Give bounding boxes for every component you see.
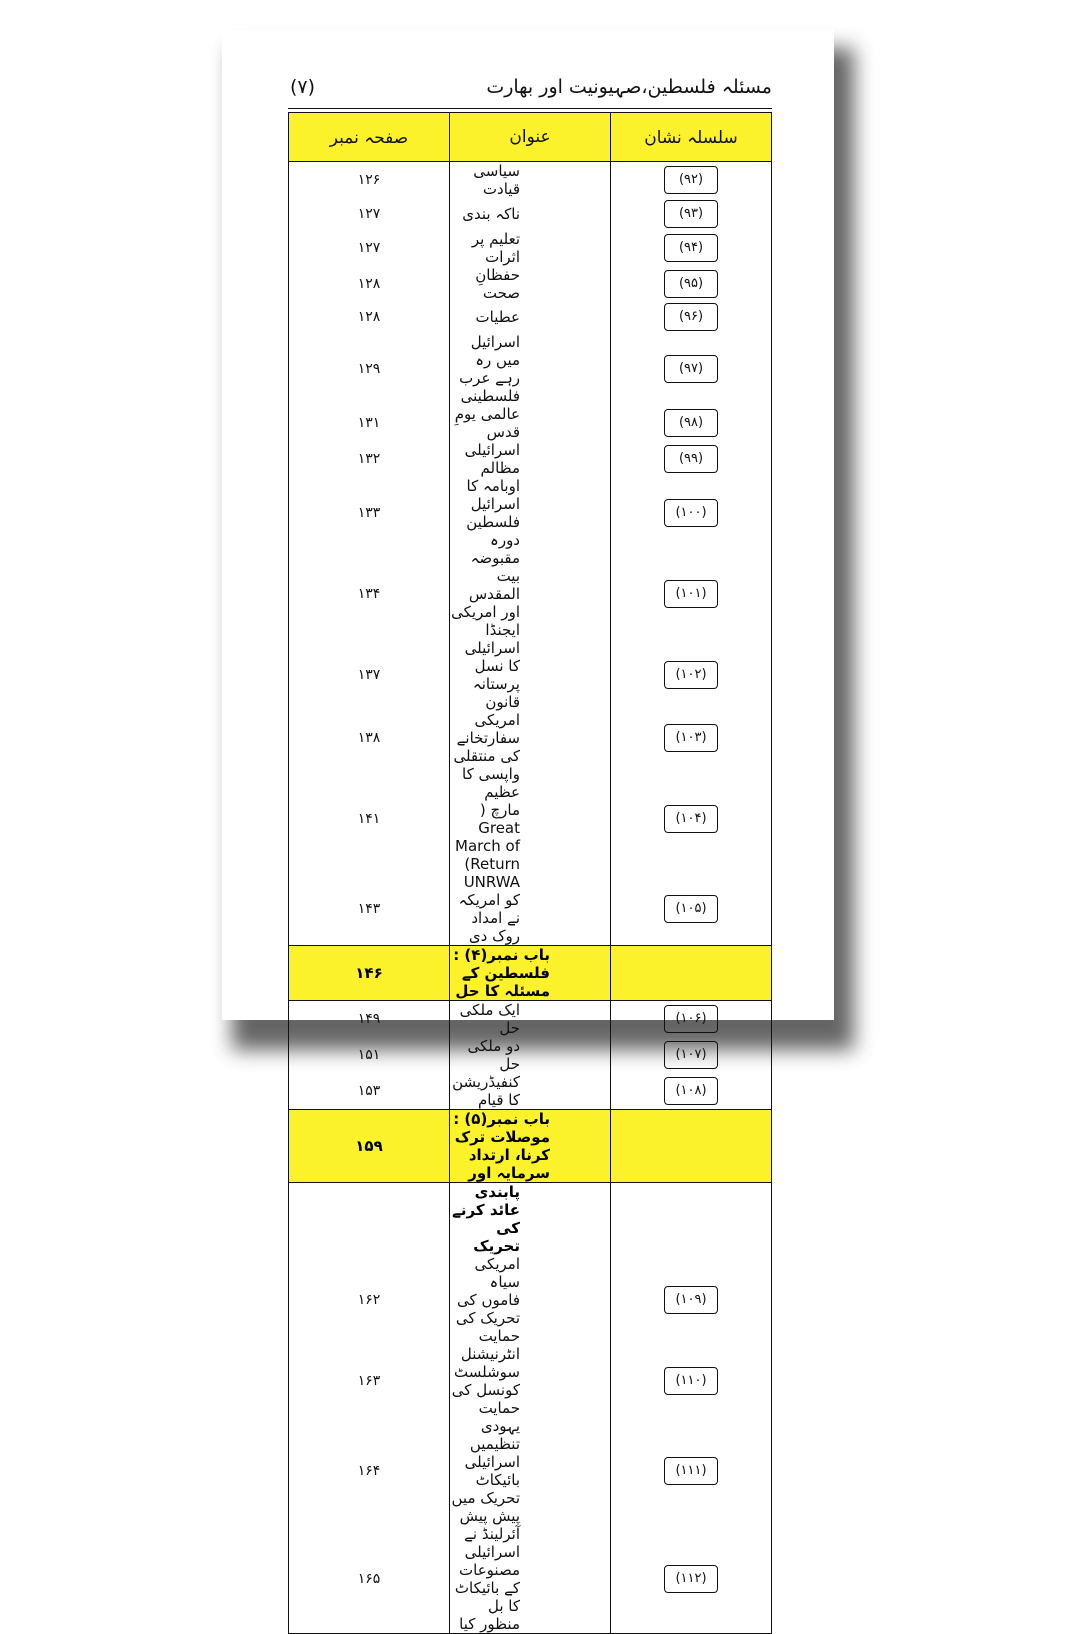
page-number: (۷)	[290, 76, 316, 98]
entry-title: ایک ملکی حل	[450, 1001, 611, 1038]
entry-page: ۱۴۳	[289, 873, 450, 946]
entry-title: عطیات	[450, 302, 611, 334]
entry-page: ۱۳۲	[289, 441, 450, 477]
toc-row	[289, 333, 772, 405]
entry-page: ۱۴۹	[289, 1001, 450, 1038]
serial-cell	[611, 441, 772, 477]
serial-cell	[611, 873, 772, 946]
entry-title: امریکی سیاہ فاموں کی تحریک کی حمایت	[450, 1255, 611, 1345]
serial-number: (۱۰۴)	[664, 805, 718, 833]
toc-row	[289, 639, 772, 711]
entry-page: ۱۳۴	[289, 549, 450, 639]
serial-cell	[611, 1037, 772, 1073]
entry-title: دو ملکی حل	[450, 1037, 611, 1073]
serial-number: (۹۳)	[664, 200, 718, 228]
entry-title: حفظانِ صحت	[450, 266, 611, 302]
serial-cell	[611, 266, 772, 302]
entry-title: امریکی سفارتخانے کی منتقلی	[450, 711, 611, 765]
entry-title: یہودی تنظیمیں اسرائیلی بائیکاٹ تحریک میں پیش پیش	[450, 1417, 611, 1525]
serial-number: (۹۷)	[664, 355, 718, 383]
serial-number: (۹۹)	[664, 445, 718, 473]
entry-page: ۱۲۹	[289, 333, 450, 405]
serial-cell	[611, 405, 772, 441]
chapter-page: ۱۴۶	[289, 946, 450, 1001]
serial-number: (۹۲)	[664, 166, 718, 194]
serial-cell	[611, 639, 772, 711]
running-head	[282, 76, 778, 106]
toc-row	[289, 711, 772, 765]
entry-title: مقبوضہ بیت المقدس اور امریکی ایجنڈا	[450, 549, 611, 639]
entry-title: تعلیم پر اثرات	[450, 230, 611, 266]
entry-title: عالمی یومِ قدس	[450, 405, 611, 441]
toc-row	[289, 873, 772, 946]
entry-title: آئرلینڈ نے اسرائیلی مصنوعات کے بائیکاٹ کا بل منظور کیا	[450, 1525, 611, 1634]
serial-number: (۹۴)	[664, 234, 718, 262]
empty-cell	[289, 1183, 450, 1256]
serial-number: (۱۱۰)	[664, 1367, 718, 1395]
serial-cell	[611, 1255, 772, 1345]
book-page	[222, 30, 834, 1634]
serial-cell	[611, 1525, 772, 1634]
entry-title: سیاسی قیادت	[450, 162, 611, 199]
entry-page: ۱۲۷	[289, 198, 450, 230]
entry-title: انٹرنیشنل سوشلسٹ کونسل کی حمایت	[450, 1345, 611, 1417]
toc-row	[289, 1073, 772, 1110]
serial-cell	[611, 198, 772, 230]
column-header-serial: سلسلہ نشان	[611, 113, 772, 162]
entry-title: اوبامہ کا اسرائیل فلسطین دورہ	[450, 477, 611, 549]
table-header-row	[289, 113, 772, 162]
serial-number: (۱۰۷)	[664, 1041, 718, 1069]
header-rule	[288, 108, 772, 109]
toc-row	[289, 1255, 772, 1345]
toc-row	[289, 765, 772, 873]
entries-group-c	[289, 1255, 772, 1634]
entry-page: ۱۶۲	[289, 1255, 450, 1345]
chapter-page: ۱۵۹	[289, 1110, 450, 1183]
entry-page: ۱۲۶	[289, 162, 450, 199]
serial-number: (۱۰۰)	[664, 499, 718, 527]
chapter-title: باب نمبر(۵) : موصلات ترک کرنا، ارتداد سرمایہ اور	[450, 1110, 611, 1183]
serial-number: (۱۱۱)	[664, 1457, 718, 1485]
serial-cell	[611, 302, 772, 334]
toc-row	[289, 1037, 772, 1073]
chapter-heading-continuation	[289, 1183, 772, 1256]
serial-number: (۹۸)	[664, 409, 718, 437]
entry-title: ناکہ بندی	[450, 198, 611, 230]
serial-number: (۱۰۸)	[664, 1077, 718, 1105]
serial-cell	[611, 1001, 772, 1038]
serial-number: (۱۰۶)	[664, 1005, 718, 1033]
column-header-page: صفحہ نمبر	[289, 113, 450, 162]
toc-row	[289, 1001, 772, 1038]
entry-title: کنفیڈریشن کا قیام	[450, 1073, 611, 1110]
entry-page: ۱۵۳	[289, 1073, 450, 1110]
serial-cell	[611, 711, 772, 765]
entry-title: اسرائیلی مظالم	[450, 441, 611, 477]
serial-number: (۱۰۲)	[664, 661, 718, 689]
toc-row	[289, 1345, 772, 1417]
entry-page: ۱۲۸	[289, 302, 450, 334]
serial-number: (۱۰۹)	[664, 1286, 718, 1314]
chapter-title: باب نمبر(۴) : فلسطین کے مسئلہ کا حل	[450, 946, 611, 1001]
empty-cell	[611, 1183, 772, 1256]
entry-title: واپسی کا عظیم مارچ ( Great March of Return)	[450, 765, 611, 873]
entry-page: ۱۵۱	[289, 1037, 450, 1073]
entry-page: ۱۳۸	[289, 711, 450, 765]
serial-number: (۱۰۳)	[664, 724, 718, 752]
serial-cell	[611, 477, 772, 549]
serial-number: (۹۶)	[664, 303, 718, 331]
chapter-heading-4	[289, 946, 772, 1001]
entry-page: ۱۳۳	[289, 477, 450, 549]
toc-row	[289, 477, 772, 549]
serial-cell	[611, 333, 772, 405]
serial-cell	[611, 549, 772, 639]
serial-cell	[611, 765, 772, 873]
contents-table	[288, 112, 772, 1634]
running-head-title: مسئلہ فلسطین،صہیونیت اور بھارت	[486, 76, 772, 98]
chapter-title-continuation: پابندی عائد کرنے کی تحریک	[450, 1183, 611, 1256]
entries-group-b	[289, 1001, 772, 1110]
toc-row	[289, 1525, 772, 1634]
toc-row	[289, 266, 772, 302]
serial-number: (۱۰۵)	[664, 895, 718, 923]
entry-page: ۱۴۱	[289, 765, 450, 873]
toc-row	[289, 162, 772, 199]
entry-page: ۱۶۵	[289, 1525, 450, 1634]
serial-cell	[611, 1345, 772, 1417]
column-header-title: عنوان	[450, 113, 611, 162]
toc-row	[289, 405, 772, 441]
serial-cell	[611, 1417, 772, 1525]
toc-row	[289, 1417, 772, 1525]
entry-title: اسرائیلی کا نسل پرستانہ قانون	[450, 639, 611, 711]
serial-cell	[611, 1073, 772, 1110]
toc-row	[289, 198, 772, 230]
entry-title: UNRWA کو امریکہ نے امداد روک دی	[450, 873, 611, 946]
entry-page: ۱۲۸	[289, 266, 450, 302]
entries-group-a	[289, 162, 772, 946]
entry-title: اسرائیل میں رہ رہے عرب فلسطینی	[450, 333, 611, 405]
serial-cell	[611, 230, 772, 266]
chapter-serial-cell	[611, 946, 772, 1001]
entry-page: ۱۶۴	[289, 1417, 450, 1525]
toc-row	[289, 230, 772, 266]
entry-page: ۱۳۱	[289, 405, 450, 441]
entry-page: ۱۳۷	[289, 639, 450, 711]
toc-row	[289, 441, 772, 477]
toc-row	[289, 302, 772, 334]
chapter-heading-5	[289, 1110, 772, 1183]
serial-number: (۱۱۲)	[664, 1565, 718, 1593]
toc-row	[289, 549, 772, 639]
serial-cell	[611, 162, 772, 199]
serial-number: (۱۰۱)	[664, 580, 718, 608]
chapter-serial-cell	[611, 1110, 772, 1183]
entry-page: ۱۶۳	[289, 1345, 450, 1417]
entry-page: ۱۲۷	[289, 230, 450, 266]
serial-number: (۹۵)	[664, 270, 718, 298]
